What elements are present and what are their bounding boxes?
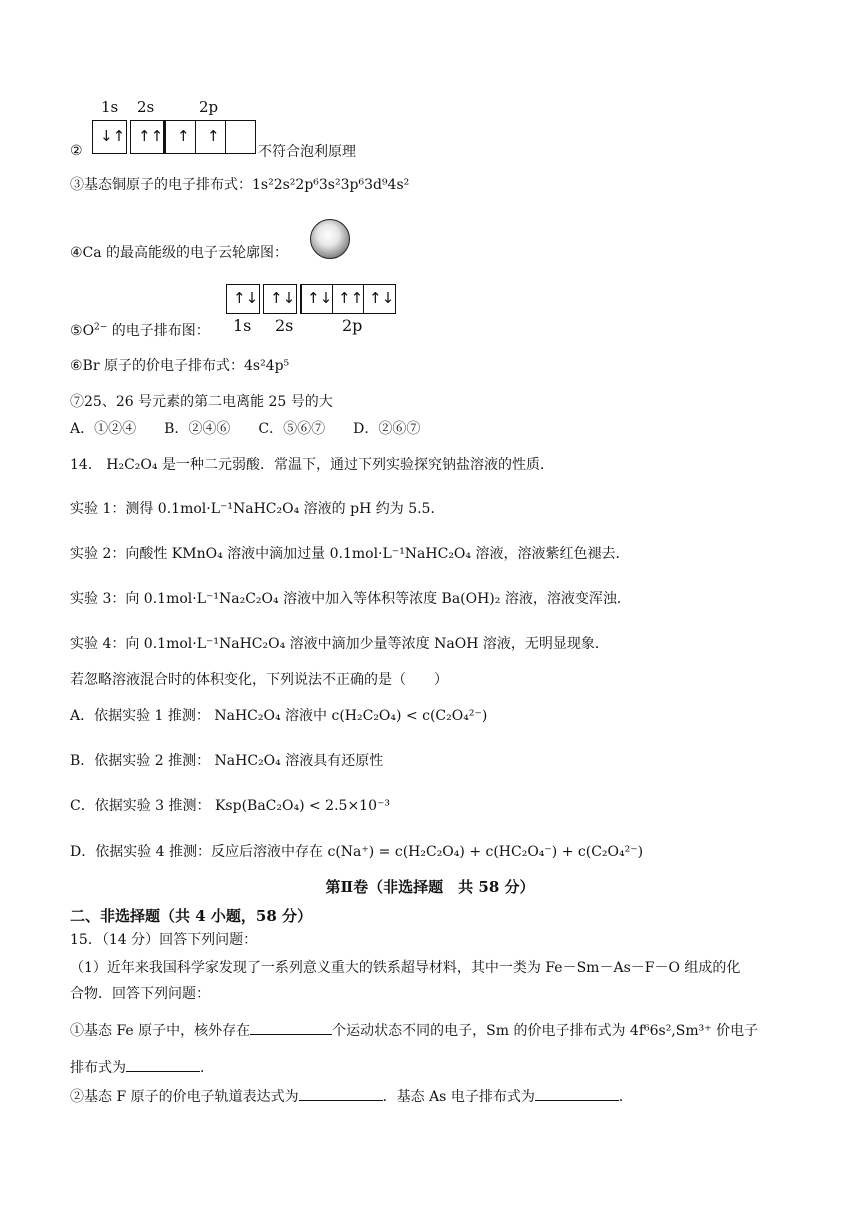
q13-item6-text: ⑥Br 原子的价电子排布式：	[70, 358, 244, 374]
ion-symbol: O	[82, 323, 95, 339]
q13-item2-text: 不符合泡利原理	[258, 144, 356, 160]
answer-blank-1[interactable]	[250, 1020, 332, 1035]
q15-s1b-text2: ．	[200, 1060, 214, 1076]
section-heading: 二、非选择题（共 4 小题，58 分）	[70, 907, 312, 925]
electron-arrows: ↑↑	[138, 127, 164, 145]
orbital-box-2p-2	[332, 284, 365, 314]
q15-s2-text1: ②基态 F 原子的价电子轨道表达式为	[70, 1089, 299, 1105]
q13-item5	[70, 321, 210, 341]
electron-arrows: ↑↑	[338, 289, 364, 307]
orbital-group-2p	[164, 120, 256, 154]
orbital-box-2p-1	[301, 284, 334, 314]
electron-arrow: ↑	[207, 127, 220, 145]
orbital-label-2p: 2p	[342, 316, 363, 335]
orbital-box-2p-1	[165, 120, 196, 154]
answer-blank-4[interactable]	[535, 1086, 619, 1101]
cu-config: 1s²2s²2p⁶3s²3p⁶3d⁹4s²	[252, 177, 410, 193]
orbital-box-2p-3	[225, 120, 256, 154]
q15-p1b: 合物．回答下列问题：	[70, 986, 210, 1002]
q13-item6	[70, 356, 289, 376]
q15-s1a	[70, 1020, 758, 1041]
orbital-box-1s	[226, 284, 260, 314]
orbital-box-2s	[130, 120, 164, 154]
q15-head: 15．（14 分）回答下列问题：	[70, 932, 258, 948]
q13-item3-text: ③基态铜原子的电子排布式：	[70, 177, 252, 193]
q14-option-d: D．依据实验 4 推测：反应后溶液中存在 c(Na⁺) = c(H₂C₂O₄) + c(HC₂O₄⁻) + c(C₂O₄²⁻)	[70, 844, 644, 860]
br-config: 4s²4p⁵	[243, 358, 290, 374]
q15-p1a: （1）近年来我国科学家发现了一系列意义重大的铁系超导材料，其中一类为 Fe－Sm－As－F－O 组成的化	[70, 960, 741, 976]
s-orbital-sphere-icon	[310, 219, 350, 259]
q13-item5-num: ⑤	[70, 323, 83, 339]
electron-arrows: ↑↓	[369, 289, 395, 307]
orbital-box-2p-2	[195, 120, 226, 154]
q13-item4-text: ④Ca 的最高能级的电子云轮廓图：	[70, 245, 289, 261]
orbital-label-2s: 2s	[275, 316, 294, 335]
orbital-box-2s	[263, 284, 297, 314]
orbital-box-2p-3	[363, 284, 396, 314]
q13-item3	[70, 175, 409, 195]
q15-s2-text2: ．基态 As 电子排布式为	[382, 1089, 535, 1105]
q14-exp2: 实验 2：向酸性 KMnO₄ 溶液中滴加过量 0.1mol·L⁻¹NaHC₂O₄ 溶液，溶液紫红色褪去．	[70, 546, 630, 562]
q14-option-c: C．依据实验 3 推测： Ksp(BaC₂O₄) < 2.5×10⁻³	[70, 798, 390, 814]
q14-stem: 14． H₂C₂O₄ 是一种二元弱酸．常温下，通过下列实验探究钠盐溶液的性质．	[70, 457, 554, 473]
orbital-label-2s: 2s	[137, 98, 155, 116]
q14-exp1: 实验 1：测得 0.1mol·L⁻¹NaHC₂O₄ 溶液的 pH 约为 5.5．	[70, 501, 445, 517]
orbital-label-1s: 1s	[101, 98, 119, 116]
q14-option-b: B．依据实验 2 推测： NaHC₂O₄ 溶液具有还原性	[70, 753, 384, 769]
q13-options: A．①②④ B．②④⑥ C．⑤⑥⑦ D．②⑥⑦	[70, 421, 421, 437]
orbital-box-1s	[92, 120, 127, 154]
q15-s1a-text1: ①基态 Fe 原子中，核外存在	[70, 1023, 251, 1039]
q15-s1a-text2: 个运动状态不同的电子，Sm 的价电子排布式为 4f⁶6s²,Sm³⁺ 价电子	[332, 1023, 759, 1039]
electron-arrow: ↑	[177, 127, 190, 145]
q15-s1b-text1: 排布式为	[70, 1060, 126, 1076]
electron-arrows: ↑↓	[270, 289, 296, 307]
answer-blank-3[interactable]	[299, 1086, 383, 1101]
orbital-label-2p: 2p	[199, 98, 219, 116]
q14-exp4: 实验 4：向 0.1mol·L⁻¹NaHC₂O₄ 溶液中滴加少量等浓度 NaOH 溶液，无明显现象．	[70, 636, 609, 652]
electron-arrows: ↓↑	[100, 127, 126, 145]
q13-item7: ⑦25、26 号元素的第二电离能 25 号的大	[70, 394, 333, 410]
q13-item2-num: ②	[70, 143, 83, 159]
q15-s1b	[70, 1057, 214, 1078]
electron-arrows: ↑↓	[233, 289, 259, 307]
part2-title: 第Ⅱ卷（非选择题 共 58 分）	[325, 878, 535, 896]
answer-blank-2[interactable]	[126, 1057, 200, 1072]
electron-arrows: ↑↓	[307, 289, 333, 307]
q14-exp3: 实验 3：向 0.1mol·L⁻¹Na₂C₂O₄ 溶液中加入等体积等浓度 Ba(OH)₂ 溶液，溶液变浑浊．	[70, 591, 631, 607]
orbital-group-2p	[300, 284, 396, 314]
q15-s2-text3: ．	[618, 1089, 633, 1105]
q14-question: 若忽略溶液混合时的体积变化，下列说法不正确的是（ ）	[70, 672, 448, 688]
ion-charge: 2−	[94, 322, 108, 333]
q14-option-a: A．依据实验 1 推测： NaHC₂O₄ 溶液中 c(H₂C₂O₄) < c(C₂O₄²⁻)	[70, 708, 488, 724]
q15-s2	[70, 1086, 633, 1107]
q13-item5-text: 的电子排布图：	[107, 323, 210, 339]
orbital-label-1s: 1s	[233, 316, 252, 335]
